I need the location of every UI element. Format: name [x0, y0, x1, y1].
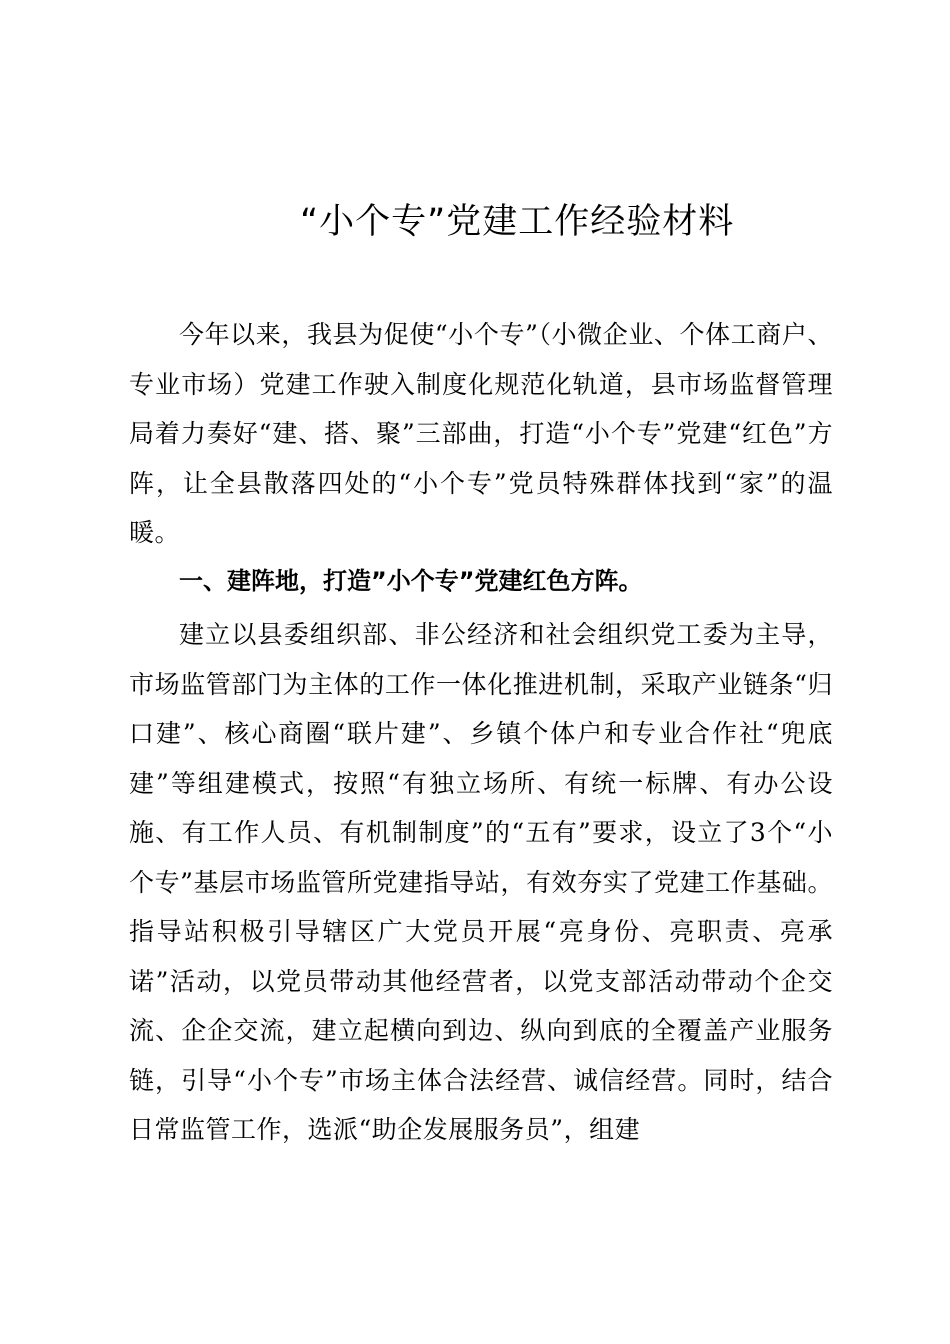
- document-title: “小个专”党建工作经验材料: [300, 202, 735, 242]
- section-heading: 一、建阵地，打造”小个专”党建红色方阵。: [179, 567, 643, 595]
- section-paragraph: 建立以县委组织部、非公经济和社会组织党工委为主导，市场监管部门为主体的工作一体化推进机制，采取产业链条“归口建”、核心商圈“联片建”、乡镇个体户和专业合作社“兜底建”等组建模式，按照“有独立场所、有统一标牌、有办公设施、有工作人员、有机制制度”的“五有”要求，设立了3个“小个专”基层市场监管所党建指导站，有效夯实了党建工作基础。指导站积极引导辖区广大党员开展“亮身份、亮职责、亮承诺”活动，以党员带动其他经营者，以党支部活动带动个企交流、企企交流，建立起横向到边、纵向到底的全覆盖产业服务链，引导“小个专”市场主体合法经营、诚信经营。同时，结合日常监管工作，选派“助企发展服务员”，组建: [129, 620, 833, 1144]
- intro-paragraph: 今年以来，我县为促使“小个专”（小微企业、个体工商户、专业市场）党建工作驶入制度化规范化轨道，县市场监督管理局着力奏好“建、搭、聚”三部曲，打造“小个专”党建“红色”方阵，让全县散落四处的“小个专”党员特殊群体找到“家”的温暖。: [129, 320, 833, 547]
